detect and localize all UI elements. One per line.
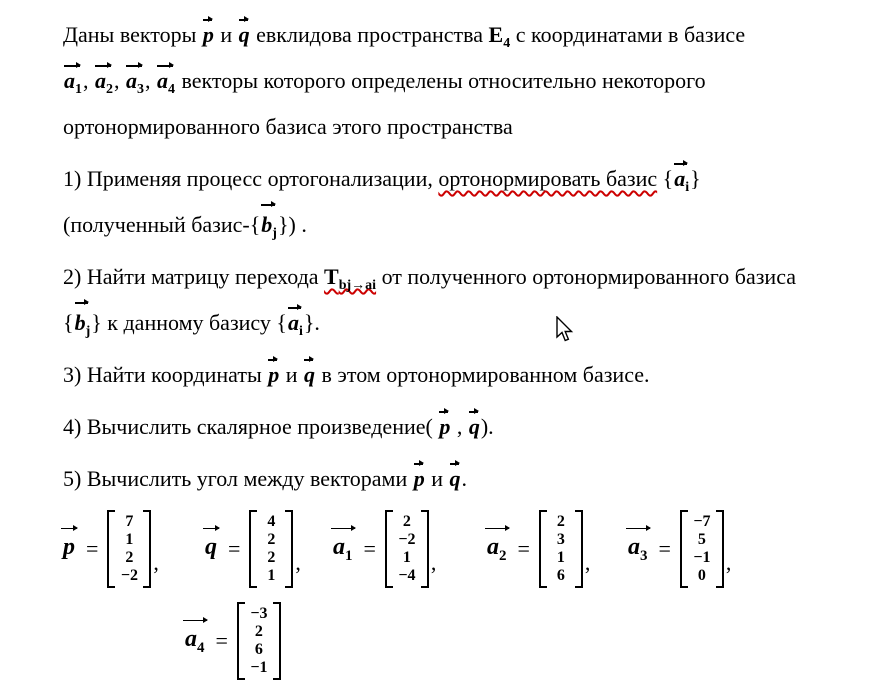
matrix-bracket-right [143, 510, 151, 588]
subscript: j [272, 226, 277, 241]
text-run: векторы которого определены относительно некоторого [176, 68, 706, 93]
text-run: 3) Найти координаты [63, 362, 268, 387]
vector-arrow-icon [439, 411, 448, 413]
text-run: евклидова пространства [250, 22, 489, 47]
column-matrix [107, 510, 151, 588]
item5-line [63, 456, 851, 502]
matrix-bracket-right [285, 510, 293, 588]
problem-item-3 [63, 352, 851, 398]
subscript: 3 [640, 547, 648, 564]
vector-arrow-icon [95, 65, 111, 67]
vector-equation-a1 [331, 510, 436, 588]
text-run: и [214, 22, 238, 47]
matrix-cells [547, 510, 575, 588]
space-symbol-E4: $E_4$ [488, 22, 511, 51]
inline-vector-p: p [413, 468, 426, 490]
item4-line [63, 404, 851, 450]
subscript: j [85, 324, 91, 339]
equals-sign: = [215, 628, 228, 653]
subscript: 4 [197, 639, 205, 656]
inline-vector-a1: $a_1$ [63, 70, 83, 97]
problem-item-1 [63, 156, 851, 248]
item3-line [63, 352, 851, 398]
text-run: }. [303, 310, 320, 335]
matrix-cell: 1 [267, 567, 276, 584]
matrix-cell: 2 [267, 531, 276, 548]
subscript: bj→ai [338, 278, 377, 293]
inline-vector-a4: $a_4$ [156, 70, 176, 97]
problem-item-4 [63, 404, 851, 450]
vector-symbol-p: p [61, 535, 77, 564]
matrix-cell: 2 [556, 513, 565, 530]
matrix-bracket-left [680, 510, 688, 588]
inline-vector-ai: $a_i$ [673, 168, 690, 195]
inline-vector-p: p [438, 416, 451, 438]
matrix-bracket-right [716, 510, 724, 588]
subscript: 2 [106, 82, 113, 97]
matrix-cell: 1 [125, 531, 134, 548]
matrix-cells [688, 510, 716, 588]
column-matrix [539, 510, 583, 588]
subscript: 4 [503, 36, 511, 51]
separator-comma: , [153, 550, 159, 575]
vector-arrow-icon [674, 163, 687, 165]
equals-sign: = [658, 536, 671, 561]
matrix-cell: 3 [556, 531, 565, 548]
vector-equation-a4 [183, 602, 283, 680]
intro-line-3 [63, 104, 851, 150]
inline-vector-p: p [267, 364, 280, 386]
text-run: } к данному базису { [91, 310, 287, 335]
matrix-cell: −1 [250, 659, 268, 676]
text-run: ). [480, 414, 494, 439]
equals-sign: = [86, 536, 99, 561]
vector-equation-a3 [626, 510, 731, 588]
text-run: { [63, 310, 74, 335]
vector-arrow-icon [157, 65, 173, 67]
matrix-cell: 7 [125, 513, 134, 530]
matrix-cell: 1 [556, 549, 565, 566]
text-run: { [657, 166, 674, 191]
matrix-bracket-right [575, 510, 583, 588]
vector-arrow-icon [485, 528, 509, 530]
inline-vector-a3: $a_3$ [125, 70, 145, 97]
vector-letter: p [202, 22, 214, 47]
inline-vector-bj: $b_j$ [260, 214, 278, 241]
vector-arrow-icon [183, 620, 207, 622]
vector-arrow-icon [331, 528, 355, 530]
matrix-bracket-right [273, 602, 281, 680]
text-run: } [690, 166, 701, 191]
text-run: , [451, 414, 468, 439]
matrix-cell: −2 [398, 531, 416, 548]
vector-arrow-icon [469, 411, 478, 413]
vector-definitions [63, 510, 851, 675]
vector-symbol-q: q [203, 535, 219, 564]
separator-comma: , [725, 550, 732, 575]
vector-arrow-icon [75, 302, 89, 304]
subscript: i [298, 324, 303, 339]
mouse-cursor-icon [556, 316, 574, 344]
inline-vector-q: q [449, 468, 462, 490]
vector-arrow-icon [203, 528, 219, 530]
subscript: 1 [345, 547, 353, 564]
text-run: , [145, 68, 156, 93]
vector-arrow-icon [239, 19, 248, 21]
item2-line-1 [63, 254, 851, 300]
matrix-cell: −7 [693, 513, 711, 530]
inline-vector-a2: $a_2$ [94, 70, 114, 97]
item1-line-1 [63, 156, 851, 202]
vector-symbol-a2: $a_2$ [485, 535, 509, 564]
text-run: . [461, 466, 468, 491]
text-run: 4) Вычислить скалярное произведение( [63, 414, 439, 439]
intro-line-2 [63, 58, 851, 104]
matrix-cell: 0 [697, 567, 706, 584]
matrix-cell: −3 [250, 605, 268, 622]
vector-symbol-a1: $a_1$ [331, 535, 355, 564]
separator-comma: , [295, 550, 301, 575]
equals-sign: = [517, 536, 530, 561]
vector-arrow-icon [203, 19, 212, 21]
misspelled-phrase: ортонормировать базис [438, 166, 658, 191]
matrix-cell: 2 [267, 549, 276, 566]
inline-vector-q [238, 24, 251, 46]
subscript: 4 [168, 82, 175, 97]
problem-item-2 [63, 254, 851, 346]
matrix-bracket-left [539, 510, 547, 588]
subscript: i [685, 180, 690, 195]
matrix-cell: 1 [402, 549, 411, 566]
text-run: ортонормированного базиса этого пространства [63, 114, 513, 139]
text-run: и [425, 466, 449, 491]
matrix-cells [245, 602, 273, 680]
vector-arrow-icon [304, 359, 313, 361]
matrix-bracket-left [249, 510, 257, 588]
matrix-cells [393, 510, 421, 588]
inline-vector-q: q [303, 364, 316, 386]
matrix-cell: 2 [254, 623, 263, 640]
separator-comma: , [430, 550, 437, 575]
equals-sign: = [228, 536, 241, 561]
text-run: в этом ортонормированном базисе. [316, 362, 650, 387]
text-run: Даны векторы [63, 22, 202, 47]
inline-vector-bj: $b_j$ [74, 312, 92, 339]
text-run: от полученного ортонормированного базиса [376, 264, 796, 289]
text-run: 2) Найти матрицу перехода [63, 264, 325, 289]
inline-vector-p [202, 24, 215, 46]
matrix-cell: 2 [402, 513, 411, 530]
vector-arrow-icon [61, 528, 77, 530]
matrix-cell: 5 [697, 531, 706, 548]
matrix-cell: −2 [120, 567, 138, 584]
matrix-cell: −1 [693, 549, 711, 566]
vector-arrow-icon [268, 359, 277, 361]
text-run: и [280, 362, 304, 387]
text-run: с координатами в базисе [510, 22, 746, 47]
matrix-bracket-left [107, 510, 115, 588]
vector-arrow-icon [626, 528, 650, 530]
column-matrix [385, 510, 429, 588]
text-run: , [114, 68, 125, 93]
item2-line-2 [63, 300, 851, 346]
vector-equation-p [61, 510, 159, 588]
text-run: 5) Вычислить угол между векторами [63, 466, 413, 491]
vector-arrow-icon [450, 463, 459, 465]
matrix-cell: 2 [125, 549, 134, 566]
matrix-cell: 6 [556, 567, 565, 584]
subscript: 1 [75, 82, 82, 97]
matrix-cell: 6 [254, 641, 263, 658]
text-run: }) . [277, 212, 307, 237]
paragraph-intro [63, 12, 851, 150]
inline-vector-q: q [468, 416, 481, 438]
matrix-cells [115, 510, 143, 588]
problem-item-5 [63, 456, 851, 502]
separator-comma: , [584, 550, 591, 575]
vector-arrow-icon [288, 307, 301, 309]
column-matrix [680, 510, 724, 588]
subscript: 2 [499, 547, 507, 564]
vector-arrow-icon [414, 463, 423, 465]
text-run: 1) Применяя процесс ортогонализации, [63, 166, 439, 191]
matrix-cells [257, 510, 285, 588]
matrix-bracket-left [385, 510, 393, 588]
matrix-bracket-right [421, 510, 429, 588]
equals-sign: = [363, 536, 376, 561]
column-matrix [249, 510, 293, 588]
matrix-cell: −4 [398, 567, 416, 584]
intro-line-1 [63, 12, 851, 58]
vector-symbol-a4: $a_4$ [183, 627, 207, 656]
text-run: (полученный базис-{ [63, 212, 261, 237]
vector-equation-q [203, 510, 301, 588]
matrix-bracket-left [237, 602, 245, 680]
column-matrix [237, 602, 281, 680]
vector-equation-a2 [485, 510, 590, 588]
subscript: 3 [137, 82, 144, 97]
vector-symbol-a3: $a_3$ [626, 535, 650, 564]
item1-line-2 [63, 202, 851, 248]
vector-arrow-icon [126, 65, 142, 67]
transition-matrix-symbol: $T_{bj\to ai}$ [324, 264, 377, 293]
text-run: , [83, 68, 94, 93]
vector-arrow-icon [64, 65, 80, 67]
vector-arrow-icon [261, 204, 275, 206]
matrix-cell: 4 [267, 513, 276, 530]
vector-letter: q [238, 22, 250, 47]
inline-vector-ai: $a_i$ [287, 312, 304, 339]
